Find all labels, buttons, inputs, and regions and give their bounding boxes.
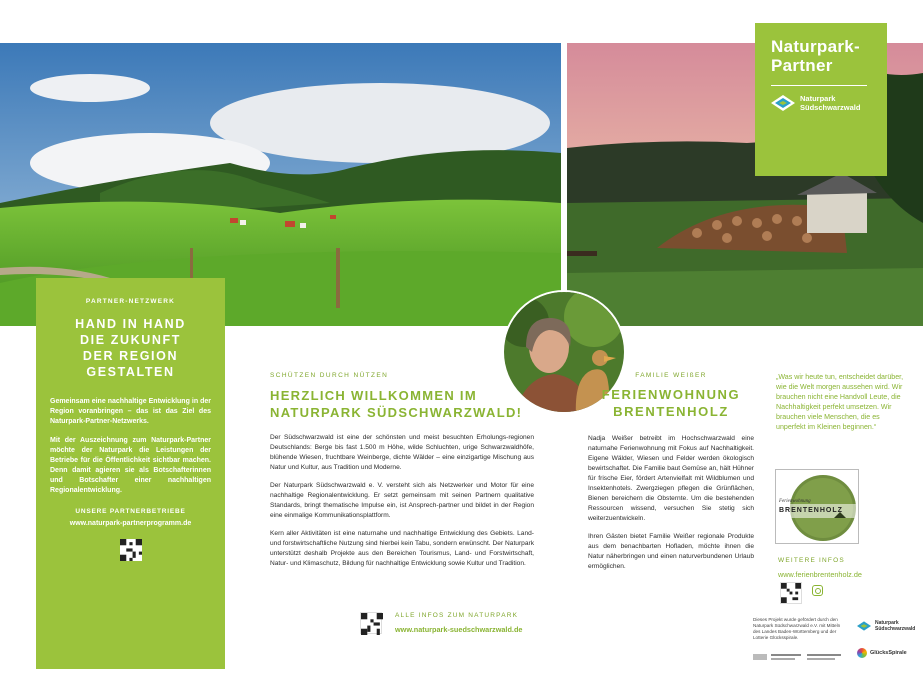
- sidebar-paragraph: Mit der Auszeichnung zum Naturpark-Partner möchte der Naturpark die Leistungen der Betriebe für die Öffentlichkeit sichtbar machen. Denn damit agieren sie als Botschafterinnen und Botschafter einer nachhaltigen Regionalentwicklung.: [50, 437, 211, 494]
- sponsor-name: GlücksSpirale: [870, 650, 907, 656]
- sidebar-heading-line1: HAND IN HAND: [75, 317, 186, 331]
- sidebar-heading-line2: DIE ZUKUNFT: [80, 333, 181, 347]
- sidebar-heading: [50, 316, 211, 380]
- badge-title-line1: Naturpark-: [771, 37, 860, 56]
- gluecksspirale-logo: [857, 648, 907, 658]
- holiday-flat-url-link[interactable]: www.ferienbrentenholz.de: [778, 570, 862, 579]
- sidebar-heading-line3: DER REGION: [82, 349, 179, 363]
- holiday-flat-heading-line1: FERIENWOHNUNG: [601, 387, 741, 402]
- brentenholz-logo: [775, 469, 859, 544]
- brand-line1: Naturpark: [800, 94, 836, 103]
- more-info-label: WEITERE INFOS: [778, 557, 845, 564]
- qr-code-icon: [361, 613, 383, 635]
- logo-text-line1: Ferienwohnung: [779, 499, 811, 504]
- family-kicker: FAMILIE WEIßER: [635, 372, 707, 379]
- holiday-flat-heading-line2: BRENTENHOLZ: [613, 404, 729, 419]
- welcome-paragraph: Kern aller Aktivitäten ist eine naturnahe und nachhaltige Entwicklung des Gebiets. Land- und forstwirtschaftliche Nutzung sind hierbei kein Tabu, sondern erwünscht. Der Naturpark unterstützt deshalb Projekte aus den Bereichen Tourismus, Land- und Forstwirtschaft, Natur- und Klimaschutz, Bildung für nachhaltige Entwicklung sowie Kultur und Tradition.: [270, 530, 534, 567]
- welcome-heading: [270, 387, 534, 421]
- holiday-flat-heading: [588, 386, 754, 420]
- footer-brand-line1: Naturpark: [875, 620, 899, 626]
- holiday-flat-article: [588, 372, 754, 572]
- sidebar-heading-line4: GESTALTEN: [86, 365, 175, 379]
- instagram-icon[interactable]: [812, 585, 823, 596]
- naturpark-partner-badge: [755, 23, 887, 176]
- welcome-kicker: SCHÜTZEN DURCH NÜTZEN: [270, 372, 389, 379]
- naturpark-url-link[interactable]: www.naturpark-suedschwarzwald.de: [395, 625, 523, 634]
- partners-qr-code[interactable]: [120, 539, 142, 561]
- naturpark-logo-icon: [857, 621, 871, 631]
- naturpark-brand: [771, 94, 873, 112]
- funding-notice: Dieses Projekt wurde gefördert durch den Naturpark Südschwarzwald e.V. mit Mitteln des Landes Baden-Württemberg und der Lotterie Glücksspirale.: [753, 617, 841, 640]
- holiday-flat-paragraph: Ihren Gästen bietet Familie Weißer regionale Produkte aus dem benachbarten Hofladen, möchte ihnen die Natur näherbringen und einen naturverbundenen Urlaub ermöglichen.: [588, 533, 754, 570]
- naturpark-info-label: ALLE INFOS ZUM NATURPARK: [395, 612, 519, 619]
- partners-label: UNSERE PARTNERBETRIEBE: [75, 508, 186, 515]
- naturpark-logo-icon: [771, 95, 795, 111]
- brand-line2: Südschwarzwald: [800, 103, 861, 112]
- welcome-heading-line2: NATURPARK SÜDSCHWARZWALD!: [270, 405, 523, 420]
- footer-brand-line2: Südschwarzwald: [875, 626, 916, 632]
- welcome-paragraph: Der Naturpark Südschwarzwald e. V. versteht sich als Netzwerker und Motor für eine nachhaltige Regionalentwicklung. Er setzt gemeinsam mit seinen Partnern qualitative Standards, bringt thematische Impulse ein, ist Ansprech-partner und bildet in der Region eine einmalige Kommunikationsplattform.: [270, 482, 534, 519]
- sidebar-paragraph: Gemeinsam eine nachhaltige Entwicklung in der Region voranbringen – das ist das Ziel des Naturpark-Partner-Netzwerks.: [50, 398, 211, 425]
- sponsor-logos-strip: [753, 650, 847, 662]
- logo-text-line2: BRENTENHOLZ: [779, 507, 843, 514]
- sustainability-quote: „Was wir heute tun, entscheidet darüber, wie die Welt morgen aussehen wird. Wir brauchen nicht eine Handvoll Leute, die Nachhaltigkeit perfekt umsetzen. Wir brauchen viele Menschen, die es unperfekt im Kleinen beginnen.“: [776, 373, 904, 431]
- footer-naturpark-logo: [857, 620, 915, 632]
- welcome-article: [270, 372, 534, 569]
- holiday-flat-paragraph: Nadja Weißer betreibt im Hochschwarzwald eine naturnahe Ferienwohnung mit Fokus auf Nachhaltigkeit. Eigene Wälder, Wiesen und Felder werden ökologisch bewirtschaftet. Die Familie baut Gemüse an, hält Hühner für frische Eier, fördert Artenvielfalt mit Wildblumen und Insektenhotels. Zwergziegen pflegen die Grünflächen, Bienen bereichern die Obsternte. Um die bestehenden Ressourcen wissend, versuchen Sie stetig sich weiterzuentwickeln.: [588, 435, 754, 522]
- badge-title-line2: Partner: [771, 56, 833, 75]
- welcome-paragraph: Der Südschwarzwald ist eine der schönsten und meist besuchten Erholungs-regionen Deutschlands: Berge bis fast 1.500 m Höhe, wilde Schluchten, urige Schwarzwaldhöfe, blühende Wiesen, fruchtbare Weinberge, dichte Wälder – eine einzigartige Mischung aus Natur und Kultur, aus Tradition und Moderne.: [270, 434, 534, 471]
- holiday-flat-qr-code[interactable]: [780, 582, 802, 604]
- partner-network-panel: [36, 278, 225, 669]
- spiral-icon: [857, 648, 867, 658]
- naturpark-info-block: [360, 612, 522, 634]
- badge-divider: [771, 85, 867, 86]
- sidebar-kicker: PARTNER-NETZWERK: [85, 298, 176, 305]
- qr-code-icon: [120, 539, 142, 561]
- partners-url-link[interactable]: www.naturpark-partnerprogramm.de: [69, 520, 192, 527]
- qr-code-icon: [781, 583, 801, 603]
- more-info-block: [778, 557, 862, 579]
- naturpark-qr-code[interactable]: [360, 612, 382, 634]
- welcome-heading-line1: HERZLICH WILLKOMMEN IM: [270, 388, 477, 403]
